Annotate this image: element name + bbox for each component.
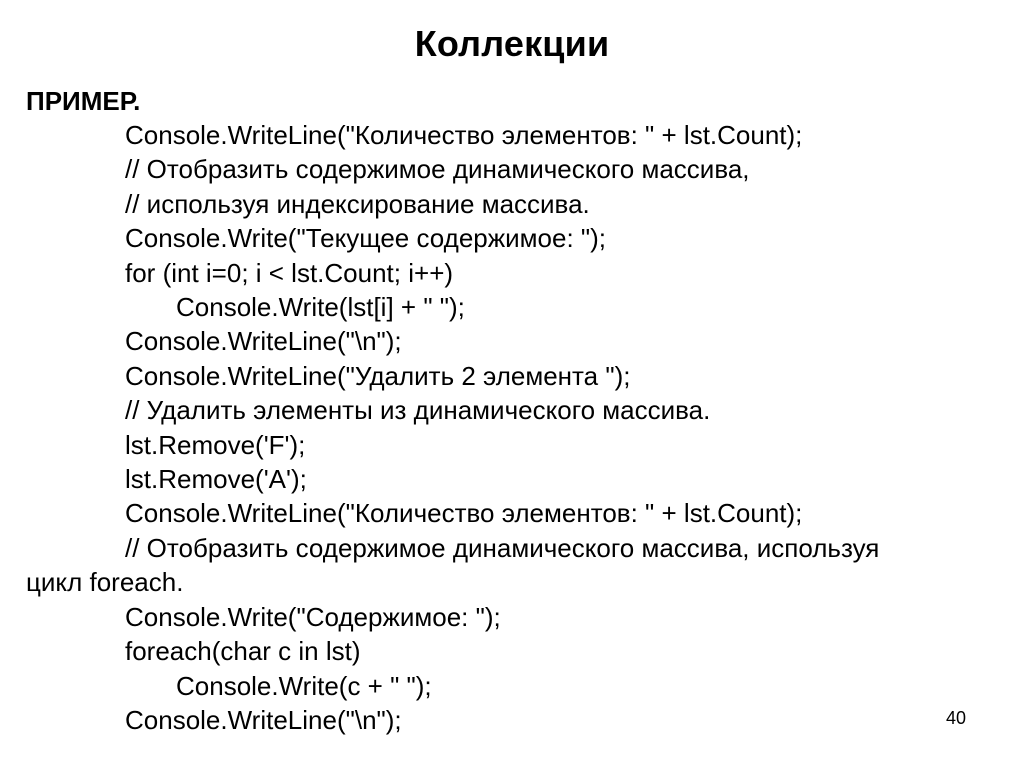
code-line: Console.WriteLine("\n"); [125,326,402,357]
code-line: // Отобразить содержимое динамического массива, используя [125,532,880,563]
code-line: Console.Write("Текущее содержимое: "); [125,223,607,254]
code-line: for (int i=0; i < lst.Count; i++) [125,257,454,288]
code-line: Console.WriteLine("Количество элементов: " + lst.Count); [125,498,803,529]
code-line: foreach(char c in lst) [125,636,361,667]
code-line: // Удалить элементы из динамического массива. [125,395,711,426]
code-line: Console.WriteLine("\n"); [125,704,402,735]
code-line: Console.Write(c + " "); [176,670,432,701]
code-line: Console.WriteLine("Удалить 2 элемента "); [125,360,631,391]
slide-content [26,84,1006,737]
code-line: // используя индексирование массива. [125,188,590,219]
code-line: lst.Remove('A'); [125,464,307,495]
code-line: цикл foreach. [26,567,184,598]
code-line: lst.Remove('F'); [125,429,306,460]
code-line: // Отобразить содержимое динамического массива, [125,154,750,185]
code-listing [26,118,1006,737]
slide-title: Коллекции [414,23,610,64]
code-line: Console.Write(lst[i] + " "); [176,292,465,323]
page-number: 40 [945,708,966,728]
example-heading: ПРИМЕР. [26,86,141,116]
code-line: Console.Write("Содержимое: "); [125,601,501,632]
code-line: Console.WriteLine("Количество элементов: " + lst.Count); [125,120,803,150]
